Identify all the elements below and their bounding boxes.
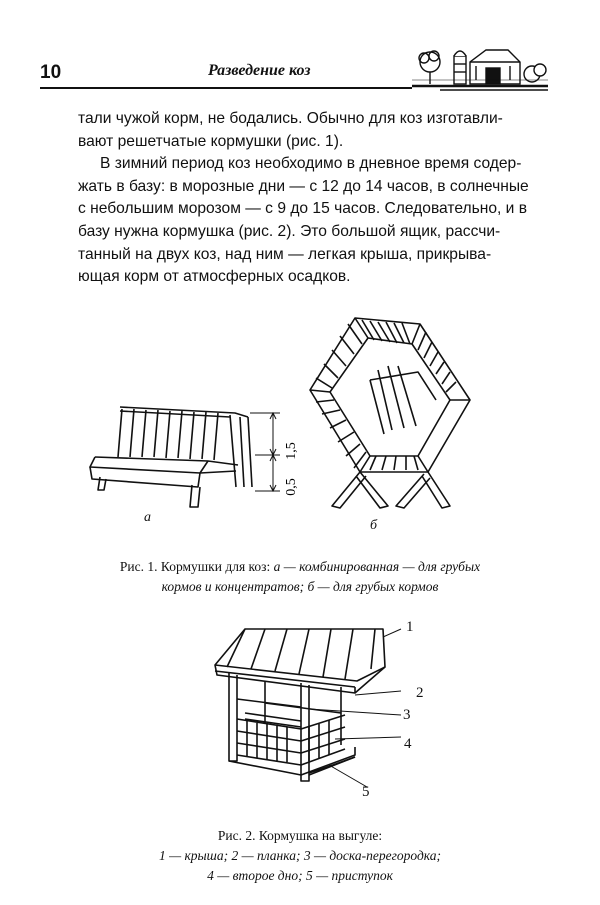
caption-legend-1: 1 — крыша; 2 — планка; 3 — доска-перегородка; — [158, 848, 442, 863]
figure-1a-label: а — [144, 510, 151, 525]
text-line: тали чужой корм, не бодались. Обычно для коз изготавли- — [78, 110, 503, 127]
paragraph-2 — [78, 153, 558, 289]
caption-italic-2: кормов и концентратов; б — для грубых кормов — [161, 579, 439, 594]
page-number: 10 — [40, 62, 62, 83]
figure-2-feeder-illustration — [205, 615, 405, 790]
figure-2-caption — [0, 826, 600, 886]
figure-1a-feeder-illustration — [80, 395, 320, 520]
dimension-label-top: 1,5 — [284, 442, 299, 460]
text-line: с небольшим морозом — с 9 до 15 часов. Следовательно, и в — [78, 200, 528, 218]
body-text — [78, 108, 558, 289]
figure-1-caption — [0, 557, 600, 597]
caption-title: Рис. 2. Кормушка на выгуле: — [217, 828, 383, 843]
text-line: вают решетчатые кормушки (рис. 1). — [78, 132, 344, 150]
text-line: В зимний период коз необходимо в дневное время содер- — [100, 155, 522, 173]
callout-1: 1 — [406, 619, 414, 635]
callout-2: 2 — [416, 685, 424, 701]
caption-italic-1: а — комбинированная — для грубых — [273, 559, 481, 574]
callout-5: 5 — [362, 784, 370, 800]
figure-1b-label: б — [370, 518, 378, 533]
caption-legend-2: 4 — второе дно; 5 — приступок — [207, 868, 393, 883]
text-line: танный на двух коз, над ним — легкая крыша, прикрыва- — [78, 245, 492, 263]
text-line: базу нужна кормушка (рис. 2). Это большой ящик, рассчи- — [78, 222, 501, 240]
header-rule — [40, 87, 412, 89]
dimension-label-bottom: 0,5 — [284, 478, 299, 496]
figure-1b-feeder-illustration — [300, 310, 490, 515]
paragraph-1 — [78, 108, 558, 153]
running-title: Разведение коз — [208, 62, 311, 79]
text-line: жать в базу: в морозные дни — с 12 до 14 часов, в солнечные — [78, 177, 529, 195]
caption-prefix: Рис. 1. Кормушки для коз: — [119, 559, 274, 574]
callout-3: 3 — [403, 707, 411, 723]
farm-vignette-icon — [410, 40, 550, 92]
text-line: ющая корм от атмосферных осадков. — [78, 268, 351, 286]
callout-4: 4 — [404, 736, 412, 752]
